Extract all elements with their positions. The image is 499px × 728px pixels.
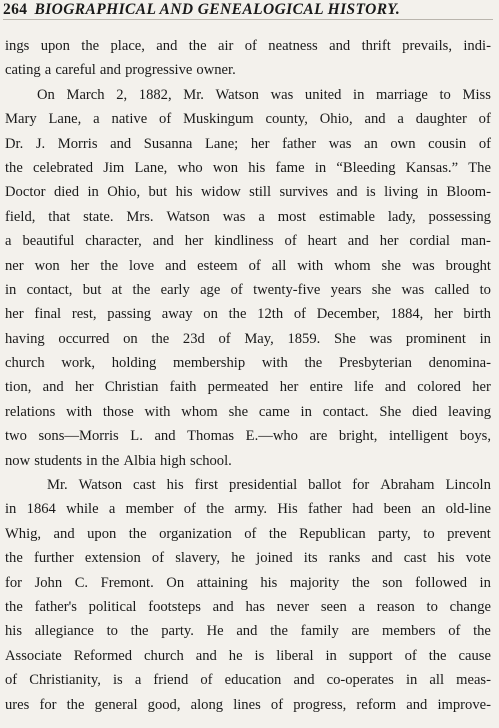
text-line: tion, and her Christian faith permeated her entire life and colored her — [5, 379, 491, 396]
text-line: in contact, but at the early age of twenty-five years she was called to — [5, 281, 491, 298]
page-body — [3, 34, 493, 717]
text-line: relations with those with whom she came in contact. She died leaving — [5, 403, 491, 420]
text-line: ner won her the love and esteem of all with whom she was brought — [5, 257, 491, 274]
text-line: his allegiance to the party. He and the family are members of the — [5, 623, 491, 640]
text-line: the celebrated Jim Lane, who won his fame in “Bleeding Kansas.” The — [5, 159, 491, 176]
text-line: cating a careful and progressive owner. — [5, 62, 236, 79]
text-line: two sons—Morris L. and Thomas E.—who are bright, intelligent boys, — [5, 428, 491, 445]
text-line: of Christianity, is a friend of education and co-operates in all meas- — [5, 672, 491, 689]
text-line: Mr. Watson cast his first presidential ballot for Abraham Lincoln — [47, 477, 491, 494]
running-header — [3, 0, 493, 20]
text-line: ures for the general good, along lines of progress, reform and improve- — [5, 696, 491, 713]
text-line: Whig, and upon the organization of the Republican party, to prevent — [5, 525, 491, 542]
text-line: the father's political footsteps and has never seen a reason to change — [5, 598, 491, 615]
text-line: having occurred on the 23d of May, 1859. She was prominent in — [5, 330, 491, 347]
text-line: the further extension of slavery, he joined its ranks and cast his vote — [5, 550, 491, 567]
text-line: now students in the Albia high school. — [5, 452, 232, 469]
running-title: BIOGRAPHICAL AND GENEALOGICAL HISTORY. — [34, 1, 401, 18]
text-line: for John C. Fremont. On attaining his majority the son followed in — [5, 574, 491, 591]
page-number: 264 — [3, 1, 28, 18]
text-line: ings upon the place, and the air of neatness and thrift prevails, indi- — [5, 38, 491, 54]
text-line: in 1864 while a member of the army. His father had been an old-line — [5, 501, 491, 518]
text-line: her final rest, passing away on the 12th of December, 1884, her birth — [5, 306, 491, 323]
text-line: church work, holding membership with the Presbyterian denomina- — [5, 355, 491, 372]
text-line: Associate Reformed church and he is liberal in support of the cause — [5, 647, 491, 664]
text-line: On March 2, 1882, Mr. Watson was united in marriage to Miss — [37, 86, 491, 103]
text-line: field, that state. Mrs. Watson was a most estimable lady, possessing — [5, 208, 491, 225]
text-line: Dr. J. Morris and Susanna Lane; her father was an own cousin of — [5, 135, 491, 152]
text-line: a beautiful character, and her kindliness of heart and her cordial man- — [5, 233, 491, 250]
text-line: Mary Lane, a native of Muskingum county, Ohio, and a daughter of — [5, 111, 491, 128]
text-line: Doctor died in Ohio, but his widow still survives and is living in Bloom- — [5, 184, 491, 201]
